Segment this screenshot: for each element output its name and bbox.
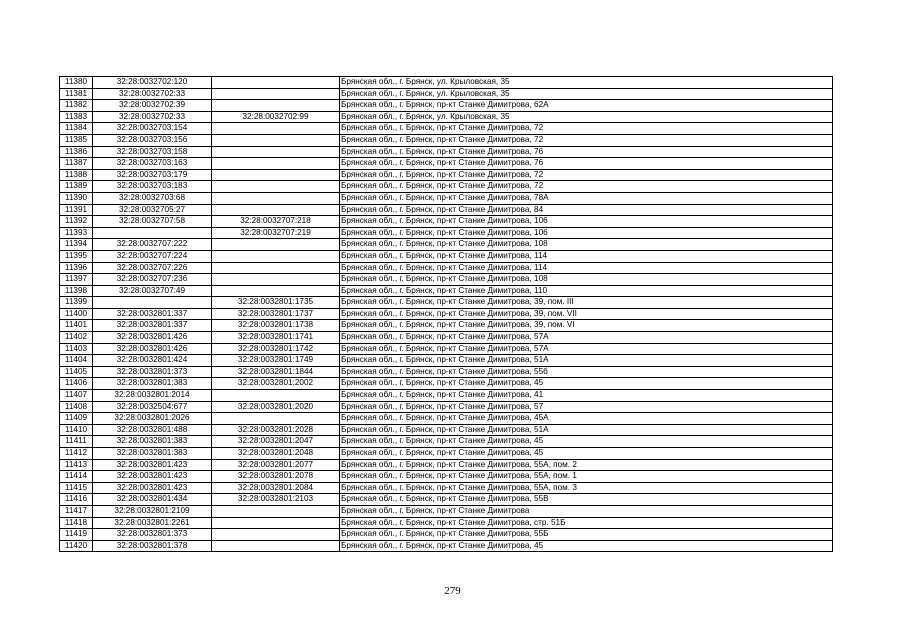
address-cell: Брянская обл., г. Брянск, пр-кт Станке Димитрова, стр. 51Б [340,517,833,529]
table-row [60,250,833,262]
row-number-cell: 11420 [60,540,93,552]
related-cadastral-number-cell: 32:28:0032801:1749 [212,355,340,367]
address-cell: Брянская обл., г. Брянск, пр-кт Станке Димитрова, 110 [340,285,833,297]
row-number-cell: 11405 [60,366,93,378]
cadastral-number-cell: 32:28:0032801:383 [93,378,212,390]
cadastral-number-cell: 32:28:0032703:183 [93,181,212,193]
related-cadastral-number-cell: 32:28:0032801:2077 [212,459,340,471]
page-number: 279 [444,585,461,597]
related-cadastral-number-cell [212,77,340,89]
row-number-cell: 11415 [60,482,93,494]
address-cell: Брянская обл., г. Брянск, пр-кт Станке Димитрова, 108 [340,239,833,251]
cadastral-number-cell: 32:28:0032702:33 [93,111,212,123]
related-cadastral-number-cell: 32:28:0032702:99 [212,111,340,123]
address-cell: Брянская обл., г. Брянск, пр-кт Станке Димитрова, 57А [340,332,833,344]
related-cadastral-number-cell [212,100,340,112]
cadastral-number-cell: 32:28:0032801:424 [93,355,212,367]
table-row [60,123,833,135]
row-number-cell: 11395 [60,250,93,262]
related-cadastral-number-cell [212,517,340,529]
table-row [60,262,833,274]
address-cell: Брянская обл., г. Брянск, пр-кт Станке Димитрова [340,505,833,517]
related-cadastral-number-cell [212,285,340,297]
address-cell: Брянская обл., г. Брянск, пр-кт Станке Димитрова, 55В [340,494,833,506]
cadastral-number-cell: 32:28:0032801:337 [93,320,212,332]
row-number-cell: 11409 [60,413,93,425]
row-number-cell: 11388 [60,169,93,181]
cadastral-number-cell: 32:28:0032703:158 [93,146,212,158]
table-row [60,436,833,448]
table-row [60,158,833,170]
address-cell: Брянская обл., г. Брянск, ул. Крыловская, 35 [340,77,833,89]
table-row [60,100,833,112]
related-cadastral-number-cell: 32:28:0032801:2028 [212,424,340,436]
cadastral-number-cell: 32:28:0032702:39 [93,100,212,112]
cadastral-number-cell: 32:28:0032801:426 [93,343,212,355]
table-row [60,169,833,181]
table-row [60,146,833,158]
related-cadastral-number-cell: 32:28:0032801:1737 [212,308,340,320]
cadastral-number-cell: 32:28:0032707:222 [93,239,212,251]
related-cadastral-number-cell [212,505,340,517]
row-number-cell: 11387 [60,158,93,170]
related-cadastral-number-cell: 32:28:0032801:1742 [212,343,340,355]
address-cell: Брянская обл., г. Брянск, пр-кт Станке Димитрова, 72 [340,181,833,193]
cadastral-number-cell: 32:28:0032801:2026 [93,413,212,425]
row-number-cell: 11403 [60,343,93,355]
table-row [60,355,833,367]
row-number-cell: 11417 [60,505,93,517]
related-cadastral-number-cell: 32:28:0032707:219 [212,227,340,239]
address-cell: Брянская обл., г. Брянск, пр-кт Станке Димитрова, 55б [340,366,833,378]
related-cadastral-number-cell [212,146,340,158]
row-number-cell: 11408 [60,401,93,413]
row-number-cell: 11380 [60,77,93,89]
cadastral-number-cell: 32:28:0032801:423 [93,482,212,494]
related-cadastral-number-cell [212,274,340,286]
row-number-cell: 11404 [60,355,93,367]
table-row [60,88,833,100]
row-number-cell: 11412 [60,448,93,460]
related-cadastral-number-cell: 32:28:0032801:2020 [212,401,340,413]
address-cell: Брянская обл., г. Брянск, пр-кт Станке Димитрова, 39, пом. III [340,297,833,309]
cadastral-number-cell: 32:28:0032801:488 [93,424,212,436]
table-row [60,540,833,552]
register-table-body [60,77,833,552]
table-row [60,378,833,390]
table-row [60,366,833,378]
related-cadastral-number-cell [212,540,340,552]
cadastral-number-cell: 32:28:0032801:337 [93,308,212,320]
related-cadastral-number-cell: 32:28:0032801:2047 [212,436,340,448]
address-cell: Брянская обл., г. Брянск, пр-кт Станке Димитрова, 55Б [340,529,833,541]
cadastral-number-cell: 32:28:0032703:156 [93,134,212,146]
related-cadastral-number-cell: 32:28:0032801:1844 [212,366,340,378]
address-cell: Брянская обл., г. Брянск, пр-кт Станке Димитрова, 55А, пом. 2 [340,459,833,471]
related-cadastral-number-cell [212,239,340,251]
cadastral-number-cell: 32:28:0032801:434 [93,494,212,506]
row-number-cell: 11389 [60,181,93,193]
related-cadastral-number-cell [212,262,340,274]
table-row [60,216,833,228]
related-cadastral-number-cell [212,169,340,181]
address-cell: Брянская обл., г. Брянск, пр-кт Станке Димитрова, 45 [340,540,833,552]
row-number-cell: 11394 [60,239,93,251]
related-cadastral-number-cell: 32:28:0032801:2002 [212,378,340,390]
row-number-cell: 11413 [60,459,93,471]
address-cell: Брянская обл., г. Брянск, пр-кт Станке Димитрова, 72 [340,134,833,146]
address-cell: Брянская обл., г. Брянск, пр-кт Станке Димитрова, 57 [340,401,833,413]
address-cell: Брянская обл., г. Брянск, пр-кт Станке Димитрова, 45 [340,378,833,390]
row-number-cell: 11391 [60,204,93,216]
related-cadastral-number-cell: 32:28:0032707:218 [212,216,340,228]
cadastral-number-cell: 32:28:0032702:33 [93,88,212,100]
cadastral-number-cell: 32:28:0032801:373 [93,529,212,541]
address-cell: Брянская обл., г. Брянск, пр-кт Станке Димитрова, 45 [340,448,833,460]
address-cell: Брянская обл., г. Брянск, пр-кт Станке Димитрова, 76 [340,158,833,170]
table-row [60,297,833,309]
cadastral-number-cell: 32:28:0032801:383 [93,448,212,460]
address-cell: Брянская обл., г. Брянск, пр-кт Станке Димитрова, 57А [340,343,833,355]
table-row [60,192,833,204]
table-row [60,401,833,413]
table-row [60,482,833,494]
row-number-cell: 11390 [60,192,93,204]
related-cadastral-number-cell: 32:28:0032801:2048 [212,448,340,460]
row-number-cell: 11383 [60,111,93,123]
row-number-cell: 11419 [60,529,93,541]
row-number-cell: 11418 [60,517,93,529]
row-number-cell: 11401 [60,320,93,332]
cadastral-number-cell: 32:28:0032801:2261 [93,517,212,529]
cadastral-number-cell: 32:28:0032801:423 [93,459,212,471]
table-row [60,390,833,402]
cadastral-number-cell [93,227,212,239]
cadastral-number-cell: 32:28:0032707:224 [93,250,212,262]
related-cadastral-number-cell: 32:28:0032801:2084 [212,482,340,494]
row-number-cell: 11386 [60,146,93,158]
address-cell: Брянская обл., г. Брянск, пр-кт Станке Димитрова, 106 [340,216,833,228]
table-row [60,517,833,529]
address-cell: Брянская обл., г. Брянск, пр-кт Станке Димитрова, 106 [340,227,833,239]
cadastral-number-cell: 32:28:0032801:2014 [93,390,212,402]
row-number-cell: 11411 [60,436,93,448]
related-cadastral-number-cell: 32:28:0032801:2103 [212,494,340,506]
cadastral-number-cell: 32:28:0032801:2109 [93,505,212,517]
table-row [60,471,833,483]
row-number-cell: 11416 [60,494,93,506]
cadastral-number-cell: 32:28:0032707:236 [93,274,212,286]
address-cell: Брянская обл., г. Брянск, пр-кт Станке Димитрова, 51А [340,355,833,367]
cadastral-number-cell: 32:28:0032504:677 [93,401,212,413]
related-cadastral-number-cell [212,134,340,146]
related-cadastral-number-cell [212,181,340,193]
related-cadastral-number-cell [212,250,340,262]
cadastral-number-cell: 32:28:0032707:226 [93,262,212,274]
table-row [60,505,833,517]
address-cell: Брянская обл., г. Брянск, пр-кт Станке Димитрова, 45 [340,436,833,448]
row-number-cell: 11384 [60,123,93,135]
row-number-cell: 11407 [60,390,93,402]
related-cadastral-number-cell: 32:28:0032801:1735 [212,297,340,309]
table-row [60,308,833,320]
table-row [60,424,833,436]
related-cadastral-number-cell: 32:28:0032801:1741 [212,332,340,344]
row-number-cell: 11385 [60,134,93,146]
row-number-cell: 11396 [60,262,93,274]
table-row [60,413,833,425]
cadastral-number-cell: 32:28:0032703:68 [93,192,212,204]
table-row [60,459,833,471]
address-cell: Брянская обл., г. Брянск, пр-кт Станке Димитрова, 78А [340,192,833,204]
related-cadastral-number-cell: 32:28:0032801:1738 [212,320,340,332]
related-cadastral-number-cell [212,88,340,100]
row-number-cell: 11406 [60,378,93,390]
address-cell: Брянская обл., г. Брянск, пр-кт Станке Димитрова, 108 [340,274,833,286]
table-row [60,448,833,460]
address-cell: Брянская обл., г. Брянск, пр-кт Станке Димитрова, 55А, пом. 1 [340,471,833,483]
table-row [60,343,833,355]
address-cell: Брянская обл., г. Брянск, пр-кт Станке Димитрова, 41 [340,390,833,402]
table-row [60,204,833,216]
related-cadastral-number-cell: 32:28:0032801:2078 [212,471,340,483]
row-number-cell: 11398 [60,285,93,297]
table-row [60,274,833,286]
cadastral-number-cell: 32:28:0032801:373 [93,366,212,378]
row-number-cell: 11410 [60,424,93,436]
row-number-cell: 11381 [60,88,93,100]
register-table [59,76,833,552]
table-row [60,494,833,506]
table-row [60,77,833,89]
address-cell: Брянская обл., г. Брянск, пр-кт Станке Димитрова, 114 [340,250,833,262]
cadastral-number-cell: 32:28:0032707:58 [93,216,212,228]
table-row [60,239,833,251]
cadastral-number-cell: 32:28:0032801:378 [93,540,212,552]
address-cell: Брянская обл., г. Брянск, ул. Крыловская, 35 [340,111,833,123]
table-row [60,320,833,332]
related-cadastral-number-cell [212,158,340,170]
cadastral-number-cell [93,297,212,309]
related-cadastral-number-cell [212,390,340,402]
address-cell: Брянская обл., г. Брянск, пр-кт Станке Димитрова, 45А [340,413,833,425]
row-number-cell: 11392 [60,216,93,228]
related-cadastral-number-cell [212,529,340,541]
related-cadastral-number-cell [212,192,340,204]
row-number-cell: 11400 [60,308,93,320]
cadastral-number-cell: 32:28:0032707:49 [93,285,212,297]
table-row [60,227,833,239]
table-row [60,181,833,193]
cadastral-number-cell: 32:28:0032703:179 [93,169,212,181]
cadastral-number-cell: 32:28:0032705:27 [93,204,212,216]
related-cadastral-number-cell [212,204,340,216]
address-cell: Брянская обл., г. Брянск, пр-кт Станке Димитрова, 114 [340,262,833,274]
cadastral-number-cell: 32:28:0032703:154 [93,123,212,135]
table-row [60,134,833,146]
table-row [60,529,833,541]
address-cell: Брянская обл., г. Брянск, пр-кт Станке Димитрова, 39, пом. VII [340,308,833,320]
row-number-cell: 11393 [60,227,93,239]
row-number-cell: 11382 [60,100,93,112]
row-number-cell: 11402 [60,332,93,344]
table-row [60,332,833,344]
related-cadastral-number-cell [212,413,340,425]
cadastral-number-cell: 32:28:0032801:426 [93,332,212,344]
address-cell: Брянская обл., г. Брянск, пр-кт Станке Димитрова, 39, пом. VI [340,320,833,332]
address-cell: Брянская обл., г. Брянск, пр-кт Станке Димитрова, 62А [340,100,833,112]
address-cell: Брянская обл., г. Брянск, пр-кт Станке Димитрова, 72 [340,123,833,135]
cadastral-number-cell: 32:28:0032702:120 [93,77,212,89]
cadastral-number-cell: 32:28:0032801:423 [93,471,212,483]
address-cell: Брянская обл., г. Брянск, пр-кт Станке Димитрова, 51А [340,424,833,436]
row-number-cell: 11399 [60,297,93,309]
cadastral-number-cell: 32:28:0032703:163 [93,158,212,170]
address-cell: Брянская обл., г. Брянск, пр-кт Станке Димитрова, 76 [340,146,833,158]
table-row [60,285,833,297]
address-cell: Брянская обл., г. Брянск, пр-кт Станке Димитрова, 55А, пом. 3 [340,482,833,494]
table-row [60,111,833,123]
row-number-cell: 11414 [60,471,93,483]
related-cadastral-number-cell [212,123,340,135]
row-number-cell: 11397 [60,274,93,286]
cadastral-number-cell: 32:28:0032801:383 [93,436,212,448]
address-cell: Брянская обл., г. Брянск, ул. Крыловская, 35 [340,88,833,100]
address-cell: Брянская обл., г. Брянск, пр-кт Станке Димитрова, 72 [340,169,833,181]
address-cell: Брянская обл., г. Брянск, пр-кт Станке Димитрова, 84 [340,204,833,216]
